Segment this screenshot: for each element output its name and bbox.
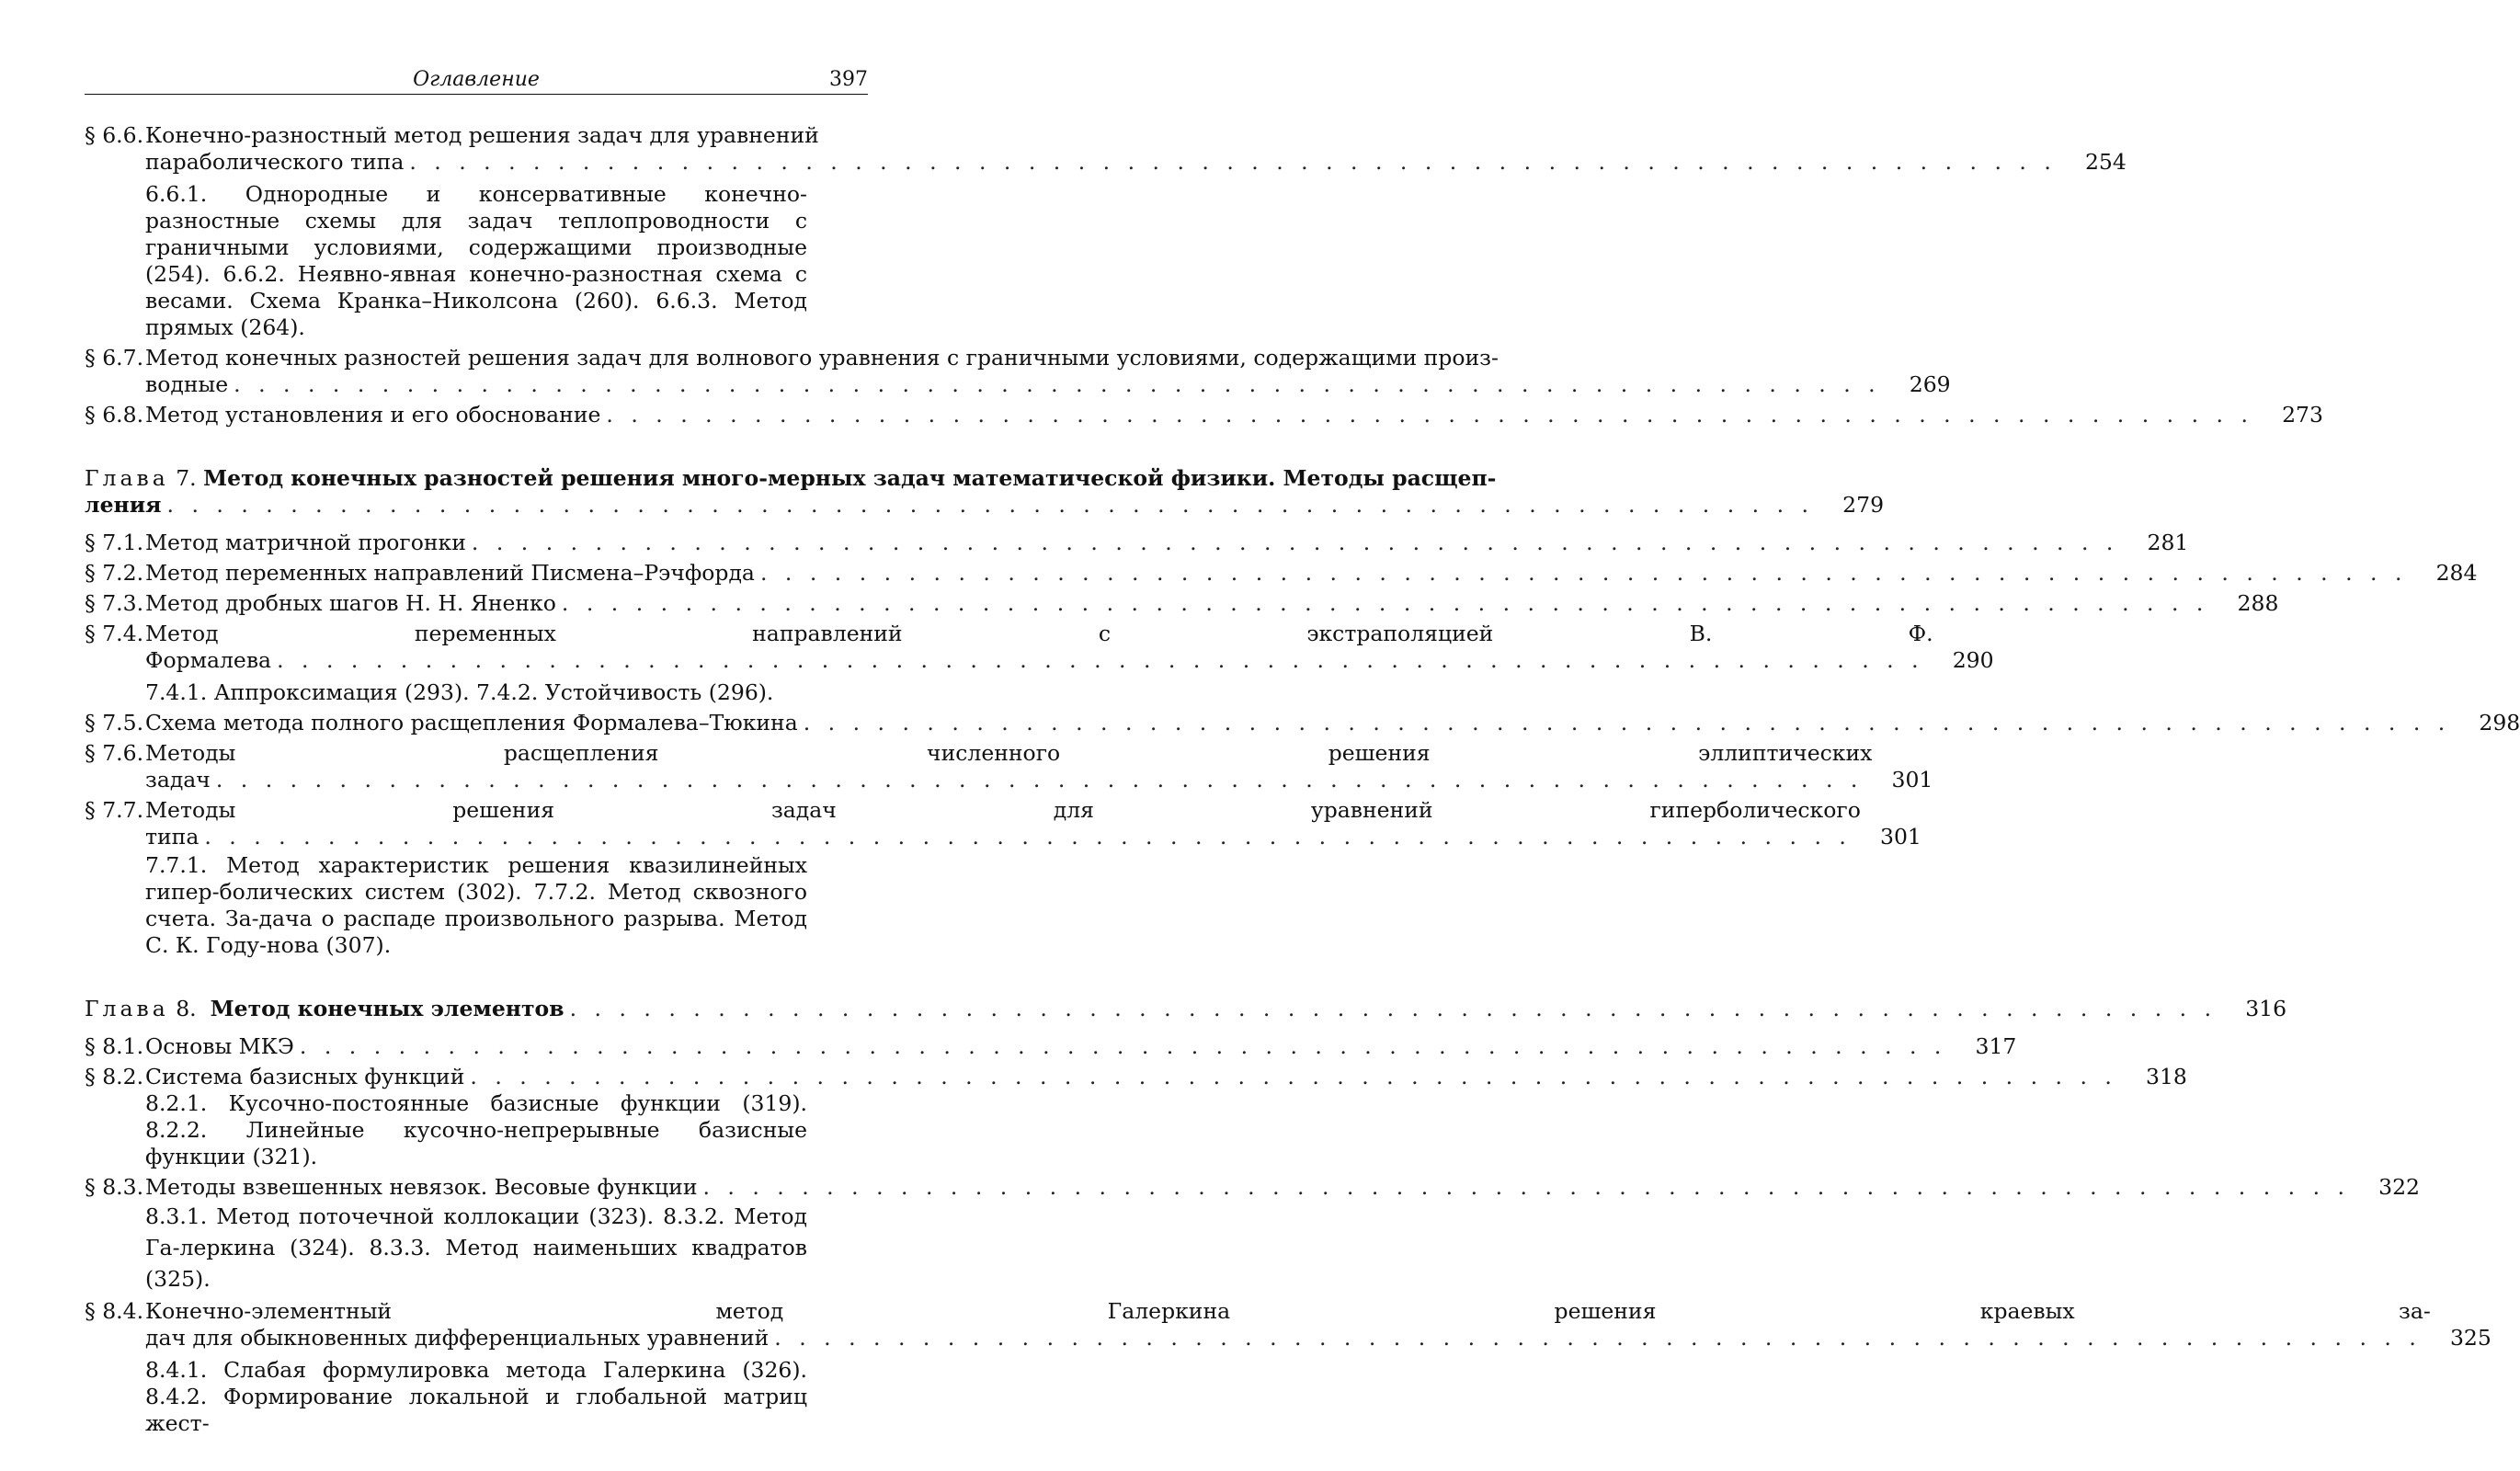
- leader-dots: [562, 590, 2209, 617]
- section-page: 301: [1891, 767, 1933, 793]
- section-number: § 7.1.: [85, 530, 144, 555]
- toc-entry-8-3[interactable]: [85, 1174, 2420, 1201]
- chapter-title-line1: Метод конечных разностей решения много-мерных задач математической физики. Методы расщеп-: [203, 465, 1497, 491]
- section-title: Метод переменных направлений Писмена–Рэчфорда: [145, 560, 755, 586]
- subsection-list-7-4: 7.4.1. Аппроксимация (293). 7.4.2. Устойчивость (296).: [145, 679, 774, 705]
- leader-dots: [570, 996, 2218, 1022]
- toc-entry-7-7[interactable]: [85, 797, 1921, 850]
- section-title-line2: задач: [145, 767, 211, 793]
- section-page: 317: [1975, 1033, 2017, 1059]
- section-page: 325: [2449, 1325, 2491, 1351]
- section-page: 273: [2282, 402, 2323, 428]
- toc-entry-8-4[interactable]: [85, 1298, 2491, 1351]
- chapter-page: 279: [1842, 492, 1885, 518]
- section-title: Основы МКЭ: [145, 1033, 294, 1059]
- leader-dots: [702, 1174, 2350, 1201]
- leader-dots: [472, 530, 2119, 556]
- section-page: 290: [1952, 647, 1994, 673]
- section-number: § 6.7.: [85, 345, 144, 371]
- section-title: Схема метода полного расщепления Формалева–Тюкина: [145, 710, 798, 736]
- toc-entry-7-4[interactable]: [85, 621, 1994, 674]
- header-title: Оглавление: [413, 68, 540, 91]
- section-number: § 7.6.: [85, 740, 144, 766]
- section-title: Метод дробных шагов Н. Н. Яненко: [145, 590, 556, 616]
- subsection-list-6-6: 6.6.1. Однородные и консервативные конечно-разностные схемы для задач теплопроводности с граничными условиями, содержащими производные (254). 6.6.2. Неявно-явная конечно-разностная схема с весами. Схема Кранка–Николсона (260). 6.6.3. Метод прямых (264).: [145, 181, 807, 340]
- leader-dots: [774, 1325, 2422, 1351]
- section-title-line2: параболического типа: [145, 149, 405, 175]
- section-number: § 8.4.: [85, 1298, 144, 1324]
- section-title-line1: Методы решения задач для уравнений гиперболического: [145, 797, 1861, 823]
- toc-entry-7-2[interactable]: [85, 560, 2478, 587]
- section-page: 281: [2147, 530, 2189, 555]
- section-page: 298: [2479, 710, 2520, 736]
- section-number: § 8.2.: [85, 1064, 144, 1089]
- section-title: Метод матричной прогонки: [145, 530, 466, 555]
- chapter-page: 316: [2245, 996, 2287, 1021]
- section-page: 269: [1909, 371, 1951, 397]
- section-title: Метод установления и его обоснование: [145, 402, 601, 428]
- leader-dots: [216, 767, 1864, 793]
- section-title-line1: Метод переменных направлений с экстраполяцией В. Ф.: [145, 621, 1933, 646]
- section-title-line1: Конечно-элементный метод Галеркина решения краевых за-: [145, 1298, 2431, 1324]
- toc-entry-7-3[interactable]: [85, 590, 2279, 617]
- chapter-label: Глава: [85, 996, 169, 1021]
- leader-dots: [277, 647, 1924, 674]
- toc-entry-7-5[interactable]: [85, 710, 2520, 736]
- leader-dots: [204, 824, 1852, 850]
- subsection-list-7-7: 7.7.1. Метод характеристик решения квазилинейных гипер-болических систем (302). 7.7.2. Метод сквозного счета. За-дача о распаде произвольного разрыва. Метод С. К. Году-нова (307).: [145, 852, 807, 958]
- chapter-number: 7.: [176, 465, 197, 491]
- section-number: § 7.3.: [85, 590, 144, 616]
- section-number: § 7.7.: [85, 797, 144, 823]
- section-title-line2: типа: [145, 824, 200, 850]
- section-number: § 6.8.: [85, 402, 144, 428]
- toc-chapter-8[interactable]: [85, 996, 2287, 1022]
- toc-entry-6-6[interactable]: [85, 122, 2127, 176]
- leader-dots: [804, 710, 2451, 736]
- running-header: [85, 64, 868, 95]
- leader-dots: [409, 149, 2057, 176]
- leader-dots: [760, 560, 2408, 587]
- section-number: § 8.1.: [85, 1033, 144, 1059]
- header-page-number: 397: [829, 68, 868, 91]
- section-title-line1: Метод конечных разностей решения задач для волнового уравнения с граничными условиями, содержащими произ-: [145, 345, 1499, 371]
- section-title: Методы взвешенных невязок. Весовые функции: [145, 1174, 698, 1200]
- subsection-list-8-4: 8.4.1. Слабая формулировка метода Галеркина (326). 8.4.2. Формирование локальной и глобальной матриц жест-: [145, 1357, 807, 1436]
- toc-entry-6-7[interactable]: [85, 345, 1951, 398]
- chapter-title: Метод конечных элементов: [210, 996, 564, 1021]
- section-title: Система базисных функций: [145, 1064, 465, 1089]
- section-page: 288: [2237, 590, 2279, 616]
- section-number: § 6.6.: [85, 122, 144, 148]
- section-title-line1: Методы расщепления численного решения эллиптических: [145, 740, 1873, 766]
- table-of-contents: [85, 122, 2520, 1437]
- section-title-line1: Конечно-разностный метод решения задач для уравнений: [145, 122, 819, 148]
- section-page: 301: [1880, 824, 1921, 850]
- chapter-number: 8.: [176, 996, 197, 1021]
- chapter-title-line2: ления: [85, 492, 162, 518]
- section-number: § 7.5.: [85, 710, 144, 736]
- section-page: 254: [2084, 149, 2127, 175]
- toc-entry-7-1[interactable]: [85, 530, 2189, 556]
- section-number: § 7.4.: [85, 621, 144, 646]
- section-title-line2: Формалева: [145, 647, 272, 673]
- toc-entry-6-8[interactable]: [85, 402, 2323, 428]
- section-title-line2: дач для обыкновенных дифференциальных уравнений: [145, 1325, 770, 1351]
- toc-chapter-7[interactable]: [85, 465, 1885, 519]
- section-page: 318: [2146, 1064, 2187, 1089]
- toc-entry-8-1[interactable]: [85, 1033, 2017, 1060]
- leader-dots: [606, 402, 2253, 428]
- section-title-line2: водные: [145, 371, 229, 397]
- subsection-list-8-2: 8.2.1. Кусочно-постоянные базисные функции (319). 8.2.2. Линейные кусочно-непрерывные базисные функции (321).: [145, 1090, 807, 1169]
- section-page: 322: [2378, 1174, 2420, 1200]
- chapter-label: Глава: [85, 465, 169, 491]
- toc-entry-8-2[interactable]: [85, 1064, 2187, 1090]
- leader-dots: [300, 1033, 1947, 1060]
- leader-dots: [470, 1064, 2117, 1090]
- leader-dots: [234, 371, 1881, 398]
- toc-entry-7-6[interactable]: [85, 740, 1933, 793]
- section-number: § 7.2.: [85, 560, 144, 586]
- leader-dots: [167, 492, 1815, 519]
- toc-page: [85, 64, 2520, 1437]
- section-page: 284: [2435, 560, 2478, 586]
- section-number: § 8.3.: [85, 1174, 144, 1200]
- subsection-list-8-3: 8.3.1. Метод поточечной коллокации (323). 8.3.2. Метод Га-леркина (324). 8.3.3. Метод наименьших квадратов (325).: [145, 1203, 807, 1292]
